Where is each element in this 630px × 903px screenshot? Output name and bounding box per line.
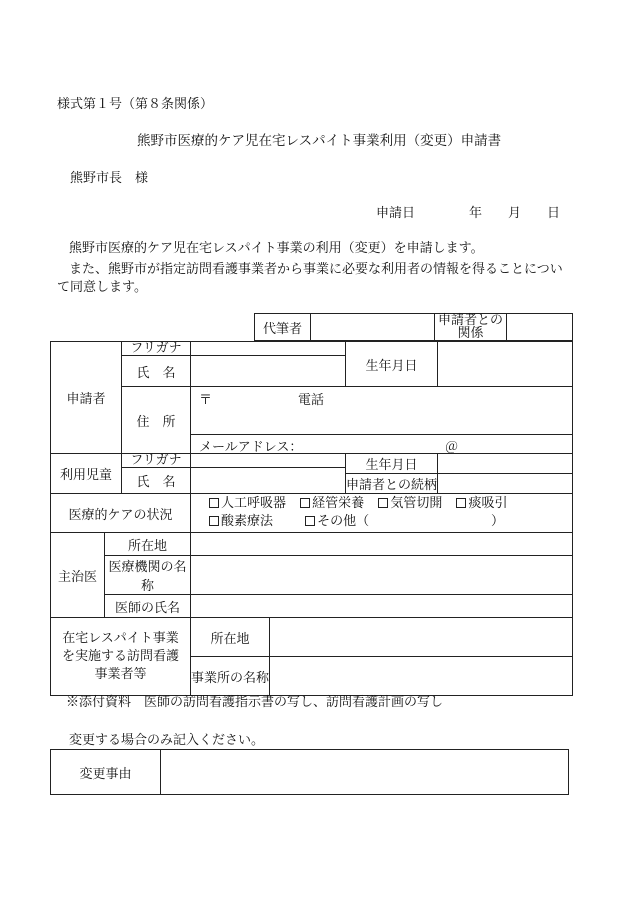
proxy-name-field[interactable] [311,314,435,341]
document-title: 熊野市医療的ケア児在宅レスパイト事業利用（変更）申請書 [137,133,502,149]
doctor-location-label: 所在地 [105,533,191,556]
checkbox-icon [378,498,388,508]
applicant-birthdate-label: 生年月日 [346,342,438,387]
child-birthdate-label: 生年月日 [346,454,438,474]
child-section-label: 利用児童 [51,454,122,494]
proxy-label: 代筆者 [255,314,311,341]
phone-label: 電話 [298,393,325,408]
checkbox-icon [456,498,466,508]
checkbox-icon [209,498,219,508]
care-option-ventilator[interactable]: 人工呼吸器 [209,495,286,513]
applicant-furigana-field[interactable] [191,342,346,356]
doctor-location-field[interactable] [191,533,573,556]
email-label: メールアドレス： [199,440,303,455]
application-date-label: 申請日 [376,206,416,221]
change-reason-field[interactable] [161,750,569,795]
child-name-field[interactable] [191,468,346,494]
main-application-table [50,341,573,696]
care-option-tracheostomy[interactable]: 気管切開 [378,495,442,513]
care-status-options [191,494,573,533]
care-option-oxygen[interactable]: 酸素療法 [209,513,273,531]
doctor-institution-label: 医療機関の名称 [105,556,191,595]
child-relation-label: 申請者との続柄 [346,474,438,494]
provider-section-label: 在宅レスパイト事業 を実施する訪問看護 事業者等 [51,618,191,696]
checkbox-icon [305,516,315,526]
body-paragraph-2-line1: また、熊野市が指定訪問看護事業者から事業に必要な利用者の情報を得ることについ [69,262,563,277]
care-option-suction[interactable]: 痰吸引 [456,495,507,513]
doctor-section-label: 主治医 [51,533,105,618]
child-birthdate-field[interactable] [438,454,573,474]
care-other-close-paren: ） [491,514,505,529]
child-furigana-field[interactable] [191,454,346,468]
body-paragraph-2-line2: て同意します。 [57,280,147,295]
child-relation-field[interactable] [438,474,573,494]
checkbox-icon [300,498,310,508]
doctor-institution-field[interactable] [191,556,573,595]
relation-to-applicant-label: 申請者との 関係 [435,314,507,341]
applicant-email-field[interactable] [191,435,573,454]
doctor-name-label: 医師の氏名 [105,595,191,618]
care-option-tube-feeding[interactable]: 経管栄養 [300,495,364,513]
body-paragraph-1: 熊野市医療的ケア児在宅レスパイト事業の利用（変更）を申請します。 [69,241,484,256]
child-furigana-label: フリガナ [122,454,191,468]
checkbox-icon [209,516,219,526]
applicant-name-field[interactable] [191,356,346,387]
email-at-mark: ＠ [445,440,459,455]
provider-office-name-field[interactable] [270,657,573,696]
date-month-label: 月 [508,206,522,221]
care-option-other[interactable]: その他（ [305,513,369,531]
care-status-label: 医療的ケアの状況 [51,494,191,533]
addressee: 熊野市長 様 [70,171,149,186]
postal-mark: 〒 [199,393,213,408]
provider-location-label: 所在地 [191,618,270,657]
applicant-birthdate-field[interactable] [438,342,573,387]
date-day-label: 日 [547,206,561,221]
change-instruction: 変更する場合のみ記入ください。 [69,733,265,748]
date-year-label: 年 [469,206,483,221]
provider-office-name-label: 事業所の名称 [191,657,270,696]
child-name-label: 氏 名 [122,468,191,494]
applicant-section-label: 申請者 [51,342,122,454]
proxy-table [254,313,573,341]
change-reason-table [50,749,569,795]
form-number: 様式第１号（第８条関係） [57,97,214,112]
applicant-furigana-label: フリガナ [122,342,191,356]
doctor-name-field[interactable] [191,595,573,618]
applicant-address-label: 住 所 [122,387,191,454]
attachment-note: ※添付資料 医師の訪問看護指示書の写し、訪問看護計画の写し [66,695,444,710]
relation-to-applicant-field[interactable] [507,314,573,341]
applicant-address-field[interactable] [191,387,573,435]
change-reason-label: 変更事由 [51,750,161,795]
applicant-name-label: 氏 名 [122,356,191,387]
provider-location-field[interactable] [270,618,573,657]
